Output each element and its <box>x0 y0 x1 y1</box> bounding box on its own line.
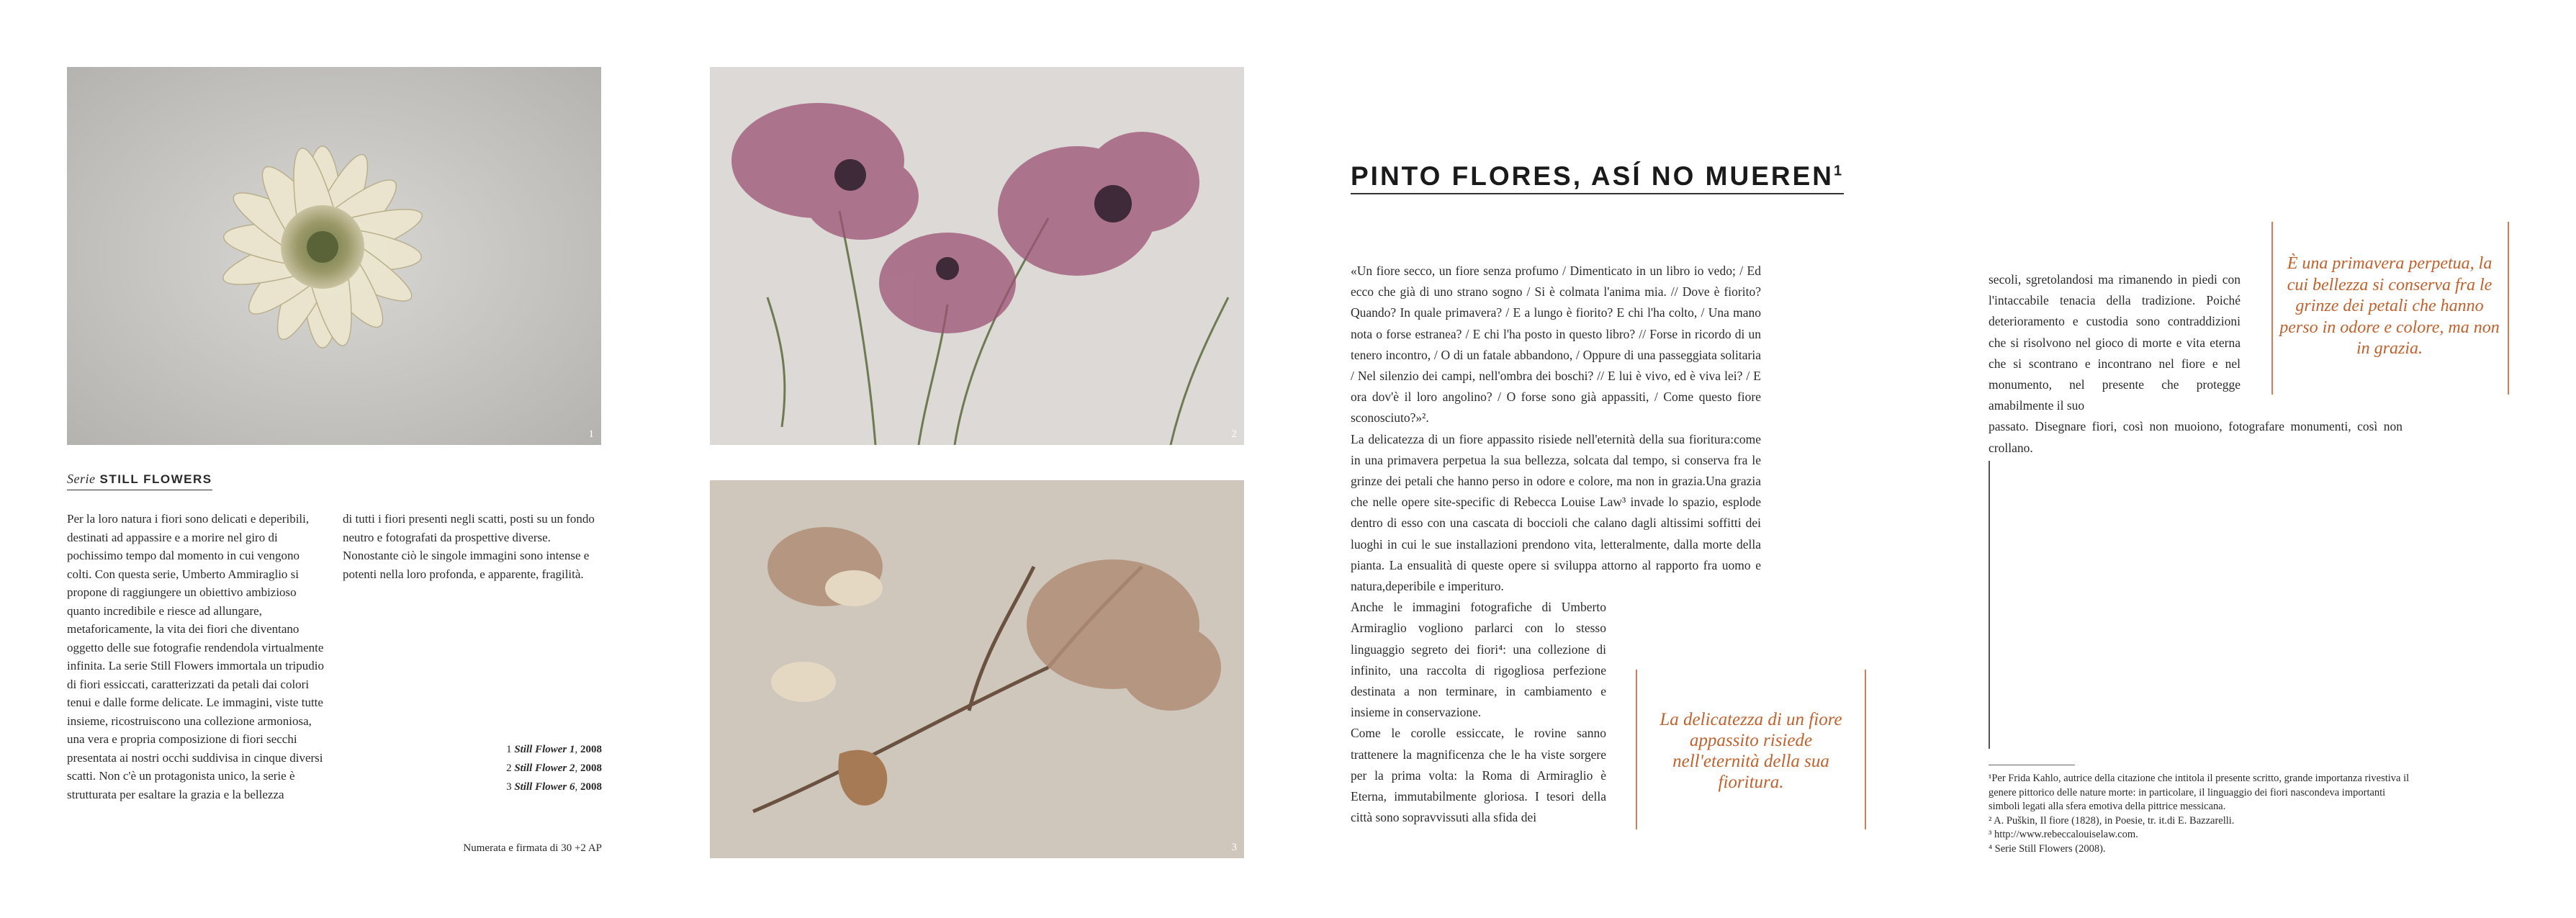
description-column-2 <box>343 510 602 583</box>
pull-quote-2: È una primavera perpetua, la cui bellezza si conserva fra le grinze dei petali che hanno perso in odore e colore, ma non in grazia. <box>2279 254 2500 358</box>
description-text-1: Per la loro natura i fiori sono delicati e deperibili, destinati ad appassire e a morire nel giro di pochissimo tempo dal momento in cui vengono colti. Con questa serie, Umberto Ammiraglio si propone di raggiungere un obiettivo ambizioso quanto incredibile e riesce ad allungare, metaforicamente, la vita dei fiori che diventano oggetto delle sue fotografie rendendola virtualmente infinita. La serie Still Flowers immortala un tripudio di fiori essiccati, caratterizzati da petali dai colori tenui e dalle forme delicate. Le immagini, viste tutte insieme, ricostruiscono una collezione armoniosa, una vera e propria composizione di fiori secchi presentata ai nostri occhi suddivisa in cinque diversi scatti. Non c'è un protagonista unico, la serie è strutturata per esaltare la grazia e la bellezza <box>67 512 324 801</box>
article-paragraph: La delicatezza di un fiore appassito risiede nell'eternità della sua fioritura:come in una primavera perpetua la sua bellezza, solcata dal tempo, si conserva fra le grinze dei petali che hanno perso in odore e colore, ma non in grazia.Una grazia che nelle opere site-specific di Rebecca Louise Law³ invade lo spazio, esplode dentro di esso con una cascata di boccioli che calano dagli altissimi soffitti dei luoghi in cui le sue installazioni prendono vita, letteralmente, dalla morte della pianta. La ensualità di queste opere si sviluppa attorno al rapporto fra uomo e natura,deperibile e imperituro. <box>1351 431 1761 594</box>
edition-note: Numerata e firmata di 30 +2 AP <box>463 842 602 854</box>
photo-number: 3 <box>1231 842 1237 853</box>
article-title: PINTO FLORES, ASÍ NO MUEREN$^1$ <box>1351 161 1844 194</box>
article-paragraph: Come le corolle essiccate, le rovine sanno trattenere la magnificenza che le ha viste sorgere per la prima volta: la Roma di Armiraglio è Eterna, immutabilmente gloriosa. I tesori della città sono sopravvissuti alla sfida dei <box>1351 726 1606 825</box>
footnotes <box>1989 772 2410 856</box>
caption-item: 3 Still Flower 6, 2008 <box>506 781 602 793</box>
footnote: ⁴ Serie Still Flowers (2008). <box>1989 842 2106 855</box>
article-paragraph: Anche le immagini fotografiche di Umberto Armiraglio vogliono parlarci con lo stesso linguaggio segreto dei fiori⁴: una collezione di infinito, una raccolta di rigogliosa perfezione destinata a non terminare, in cambiamento e insieme in conservazione. <box>1351 600 1606 720</box>
quote-bar-right <box>1865 670 1866 829</box>
photo-still-flower-1 <box>67 67 601 445</box>
column-divider <box>1989 461 1990 749</box>
photo-number: 1 <box>588 428 594 440</box>
quote-bar-right <box>2508 222 2509 395</box>
photo-still-flower-6 <box>710 480 1244 858</box>
photo-number: 2 <box>1231 428 1237 440</box>
quote-bar-left <box>1636 670 1637 829</box>
article-paragraph: passato. Disegnare fiori, così non muoiono, fotografare monumenti, così non crollano. <box>1989 419 2402 455</box>
caption-item: 2 Still Flower 2, 2008 <box>506 762 602 774</box>
description-column-1 <box>67 510 326 804</box>
pull-quote-1: La delicatezza di un fiore appassito risiede nell'eternità della sua fioritura. <box>1659 710 1842 792</box>
article-continuation <box>1989 269 2402 459</box>
serie-name: STILL FLOWERS <box>99 472 212 486</box>
caption-item: 1 Still Flower 1, 2008 <box>506 744 602 755</box>
footnote: ² A. Puškin, Il fiore (1828), in Poesie, tr. it.di E. Bazzarelli. <box>1989 814 2235 827</box>
description-text-2: di tutti i fiori presenti negli scatti, posti su un fondo neutro e fotografati da prospettive diverse. Nonostante ciò le singole immagini sono intense e potenti nella loro profonda, e apparente, fragilità. <box>343 512 595 581</box>
article-paragraph: «Un fiore secco, un fiore senza profumo / Dimenticato in un libro io vedo; / Ed ecco che già di uno strano sogno / Si è colmata l'anima mia. // Dove è fiorito?Quando? In quale primavera? / E a lungo è fiorito? E chi l'ha colto, / Una mano nota o forse estranea? / E chi l'ha posto in questo libro? // Forse in ricordo di un tenero incontro, / O di un fatale abbandono, / Oppure di una passeggiata solitaria / Nel silenzio dei campi, nell'ombra dei boschi? // E lui è vivo, ed è viva lei? / E ora dov'è il loro angolino? / O forse sono già appassiti, / Come questo fiore sconosciuto?»². <box>1351 264 1761 426</box>
article-paragraph: secoli, sgretolandosi ma rimanendo in piedi con l'intaccabile tenacia della tradizione. Poiché deterioramento e custodia sono contraddizioni che si risolvono nel gioco di morte e vita eterna che si scontrano e incontrano nel fiore e nel monumento, nel presente che protegge amabilmente il suo <box>1989 272 2241 413</box>
serie-prefix: Serie <box>67 472 96 486</box>
footnote: ¹Per Frida Kahlo, autrice della citazione che intitola il presente scritto, grande importanza rivestiva il genere pittorico delle nature morte: in particolare, il linguaggio dei fiori nascondeva importanti simboli legati alla sfera emotiva della pittrice messicana. <box>1989 773 2410 812</box>
photo-still-flower-2 <box>710 67 1244 445</box>
footnote: ³ http://www.rebeccalouiselaw.com. <box>1989 829 2138 840</box>
serie-label <box>67 472 212 490</box>
